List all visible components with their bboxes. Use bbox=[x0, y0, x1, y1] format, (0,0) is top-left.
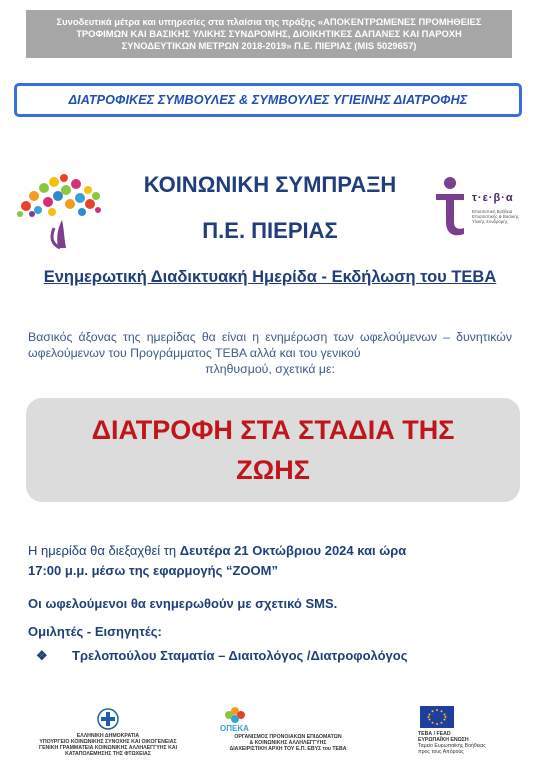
fead-line-2: ΕΥΡΩΠΑΪΚΗ ΕΝΩΣΗ bbox=[418, 737, 469, 743]
teva-caption-1: Επισιτιστική Βοήθεια bbox=[472, 209, 513, 214]
diamond-bullet-icon: ❖ bbox=[36, 648, 48, 663]
date-prefix: Η ημερίδα θα διεξαχθεί τη bbox=[28, 543, 180, 558]
speaker-list-item bbox=[36, 648, 516, 664]
partnership-title: ΚΟΙΝΩΝΙΚΗ ΣΥΜΠΡΑΞΗ bbox=[143, 172, 397, 197]
intro-last: πληθυσμού, σχετικά με: bbox=[205, 362, 335, 376]
eu-fead-logo bbox=[412, 706, 512, 766]
speakers-label: Ομιλητές - Εισηγητές: bbox=[28, 624, 162, 639]
opeka-line-3: ΔΙΑΧΕΙΡΙΣΤΙΚΗ ΑΡΧΗ ΤΟΥ Ε.Π. ΕΒΥΣ του ΤΕΒΑ bbox=[229, 746, 347, 752]
topic-heading bbox=[26, 398, 520, 502]
time-line: 17:00 μ.μ. μέσω της εφαρμογής “ZOOM” bbox=[28, 563, 278, 578]
eu-flag-icon bbox=[420, 706, 454, 728]
regional-unit-title: Π.Ε. ΠΙΕΡΙΑΣ bbox=[202, 218, 338, 243]
program-banner bbox=[26, 10, 512, 58]
sms-notice: Οι ωφελούμενοι θα ενημερωθούν με σχετικό SMS. bbox=[28, 596, 338, 611]
fead-line-1: ΤΕΒΑ / FEAD bbox=[418, 731, 451, 737]
event-title: Ενημερωτική Διαδικτυακή Ημερίδα - Εκδήλωση του ΤΕΒΑ bbox=[43, 268, 497, 286]
intro-main: Βασικός άξονας της ημερίδας θα είναι η ενημέρωση των ωφελούμενων – δυνητικών ωφελούμενων του Προγράμματος ΤΕΒΑ αλλά και του γενικού bbox=[28, 330, 512, 360]
greek-emblem-icon bbox=[97, 708, 119, 730]
fead-line-3: Ταμείο Ευρωπαϊκής Βοήθειας bbox=[418, 743, 486, 749]
ministry-line-4: ΚΑΤΑΠΟΛΕΜΗΣΗΣ ΤΗΣ ΦΤΩΧΕΙΑΣ bbox=[65, 751, 151, 757]
opeka-line-1: ΟΡΓΑΝΙΣΜΟΣ ΠΡΟΝΟΙΑΚΩΝ ΕΠΙΔΟΜΑΤΩΝ bbox=[234, 734, 342, 740]
topic-line-2: ΖΩΗΣ bbox=[236, 455, 310, 485]
fead-line-4: προς τους Απόρους bbox=[418, 749, 464, 755]
teva-caption-3: Υλικής Συνδρομής bbox=[472, 219, 508, 224]
teva-tau-icon bbox=[430, 176, 470, 238]
topic-line-1: ΔΙΑΤΡΟΦΗ ΣΤΑ ΣΤΑΔΙΑ ΤΗΣ bbox=[91, 415, 455, 445]
speaker-name: Τρελοπούλου Σταματία – Διαιτολόγος /Διατροφολόγος bbox=[72, 648, 408, 663]
opeka-brand: ΟΠΕΚΑ bbox=[220, 724, 249, 733]
opeka-logo bbox=[218, 706, 358, 764]
banner-line-1: Συνοδευτικά μέτρα και υπηρεσίες στα πλαίσια της πράξης «ΑΠΟΚΕΝΤΡΩΜΕΝΕΣ ΠΡΟΜΗΘΕΙΕΣ bbox=[56, 16, 482, 27]
intro-paragraph bbox=[28, 329, 512, 377]
ministry-logo bbox=[28, 708, 188, 766]
teva-letters: τ·ε·β·α bbox=[472, 192, 514, 204]
subject-bar bbox=[14, 83, 522, 117]
banner-line-2: ΤΡΟΦΙΜΩΝ ΚΑΙ ΒΑΣΙΚΗΣ ΥΛΙΚΗΣ ΣΥΝΔΡΟΜΗΣ, ΔΙΟΙΚΗΤΙΚΕΣ ΔΑΠΑΝΕΣ ΚΑΙ ΠΑΡΟΧΗ bbox=[76, 28, 462, 39]
banner-line-3: ΣΥΝΟΔΕΥΤΙΚΩΝ ΜΕΤΡΩΝ 2018-2019» Π.Ε. ΠΙΕΡΙΑΣ (MIS 5029657) bbox=[121, 40, 417, 51]
date-bold: Δευτέρα 21 Οκτώβριου 2024 και ώρα bbox=[179, 543, 407, 558]
event-datetime bbox=[28, 541, 518, 581]
opeka-flower-icon bbox=[220, 706, 250, 724]
teva-caption bbox=[472, 209, 526, 224]
ministry-line-1: ΕΛΛΗΝΙΚΗ ΔΗΜΟΚΡΑΤΙΑ bbox=[76, 733, 140, 739]
ministry-line-2: ΥΠΟΥΡΓΕΙΟ ΚΟΙΝΩΝΙΚΗΣ ΣΥΝΟΧΗΣ ΚΑΙ ΟΙΚΟΓΕΝΕΙΑΣ bbox=[39, 739, 177, 745]
opeka-line-2: & ΚΟΙΝΩΝΙΚΗΣ ΑΛΛΗΛΕΓΓΥΗΣ bbox=[249, 740, 327, 746]
teva-caption-2: Επισιτιστικής & Βασικής bbox=[472, 214, 519, 219]
ministry-line-3: ΓΕΝΙΚΗ ΓΡΑΜΜΑΤΕΙΑ ΚΟΙΝΩΝΙΚΗΣ ΑΛΛΗΛΕΓΓΥΗΣ ΚΑΙ bbox=[38, 745, 178, 751]
teva-logo bbox=[426, 176, 526, 248]
subject-text: ΔΙΑΤΡΟΦΙΚΕΣ ΣΥΜΒΟΥΛΕΣ & ΣΥΜΒΟΥΛΕΣ ΥΓΙΕΙΝΗΣ ΔΙΑΤΡΟΦΗΣ bbox=[68, 93, 468, 107]
